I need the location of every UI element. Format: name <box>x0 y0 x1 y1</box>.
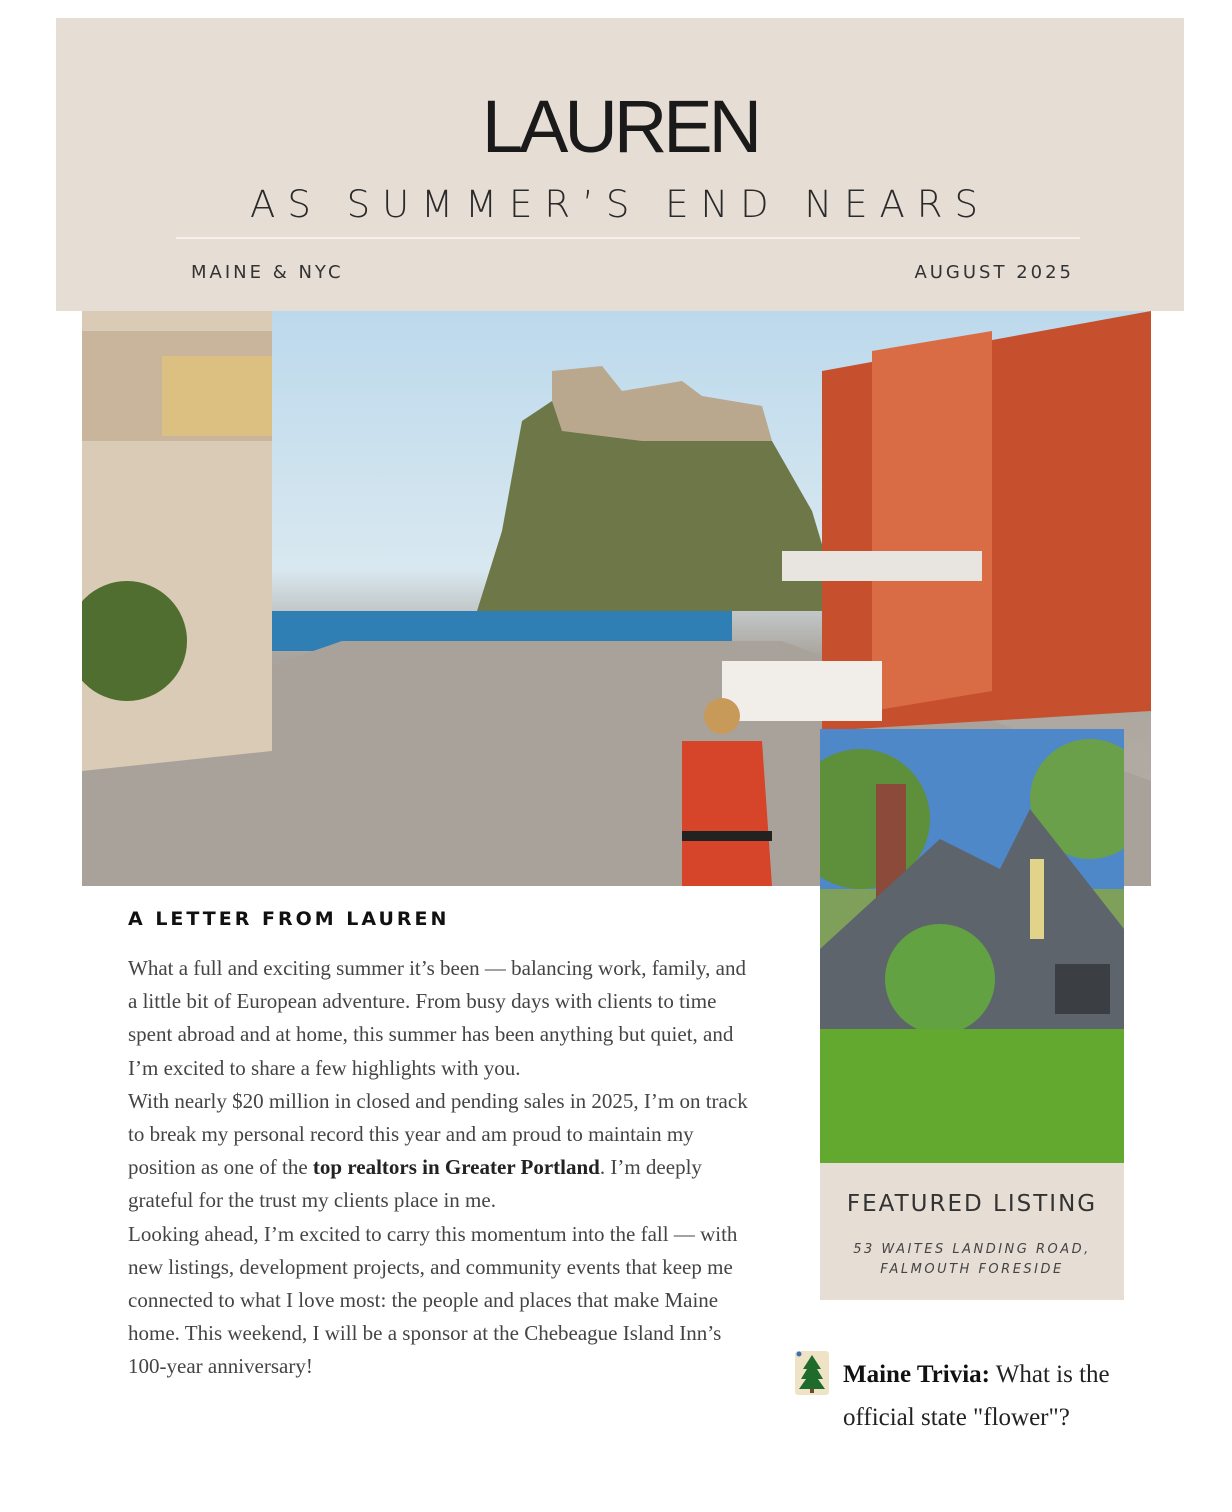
letter-paragraph-1: What a full and exciting summer it’s been — balancing work, family, and a little bit of European adventure. From busy days with clients to time spent abroad and at home, this summer has been anything but quiet, and I’m excited to share a few highlights with you. <box>128 956 746 1080</box>
house-illustration <box>820 729 1124 1163</box>
castle <box>552 366 772 441</box>
woman-dress <box>682 741 772 886</box>
featured-listing-label: FEATURED LISTING <box>846 1191 1098 1217</box>
letter-paragraph-3: Looking ahead, I’m excited to carry this momentum into the fall — with new listings, development projects, and community events that keep me connected to what I love most: the people and places that make Maine home. This weekend, I will be a sponsor at the Chebeague Island Inn’s 100-year anniversary! <box>128 1221 738 1379</box>
right-building-front <box>872 331 992 711</box>
featured-listing-photo[interactable] <box>820 729 1124 1163</box>
letter-title: A LETTER FROM LAUREN <box>128 908 450 930</box>
listing-address: 53 WAITES LANDING ROAD, FALMOUTH FORESIDE <box>853 1242 1091 1277</box>
newsletter-headline: AS SUMMER’S END NEARS <box>250 183 990 226</box>
pine-tree-svg <box>795 1349 829 1395</box>
letter-p2-end: . I’m deeply grateful for the trust my clients place in me. <box>128 1155 702 1213</box>
trivia-question: What is the official state "flower"? <box>843 1361 1110 1431</box>
header-divider <box>176 237 1080 239</box>
newsletter-header <box>56 18 1184 311</box>
letter-p2-highlight: top realtors in Greater Portland <box>312 1155 600 1180</box>
house-window <box>1030 859 1044 939</box>
issue-date: AUGUST 2025 <box>914 262 1074 283</box>
umbrella <box>782 551 982 581</box>
maine-trivia <box>843 1353 1163 1439</box>
lawn <box>820 1029 1124 1163</box>
laundry <box>162 356 272 436</box>
letter-paragraph-2 <box>128 1085 748 1218</box>
garage-door <box>1055 964 1110 1014</box>
letter-p2-start: With nearly $20 million in closed and pending sales in 2025, I’m on track to break my personal record this year and am proud to maintain my position as one of the <box>128 1088 748 1180</box>
trivia-label: Maine Trivia: <box>843 1361 990 1388</box>
cafe-fence <box>722 661 882 721</box>
pine-tree-icon <box>795 1349 829 1395</box>
woman-belt <box>682 831 772 841</box>
shrub <box>885 924 995 1034</box>
brand-logo: LAUREN <box>481 85 759 168</box>
location-label: MAINE & NYC <box>191 262 344 283</box>
letter-body <box>128 952 748 1384</box>
featured-listing-card[interactable] <box>820 1163 1124 1300</box>
woman-head <box>704 698 740 734</box>
